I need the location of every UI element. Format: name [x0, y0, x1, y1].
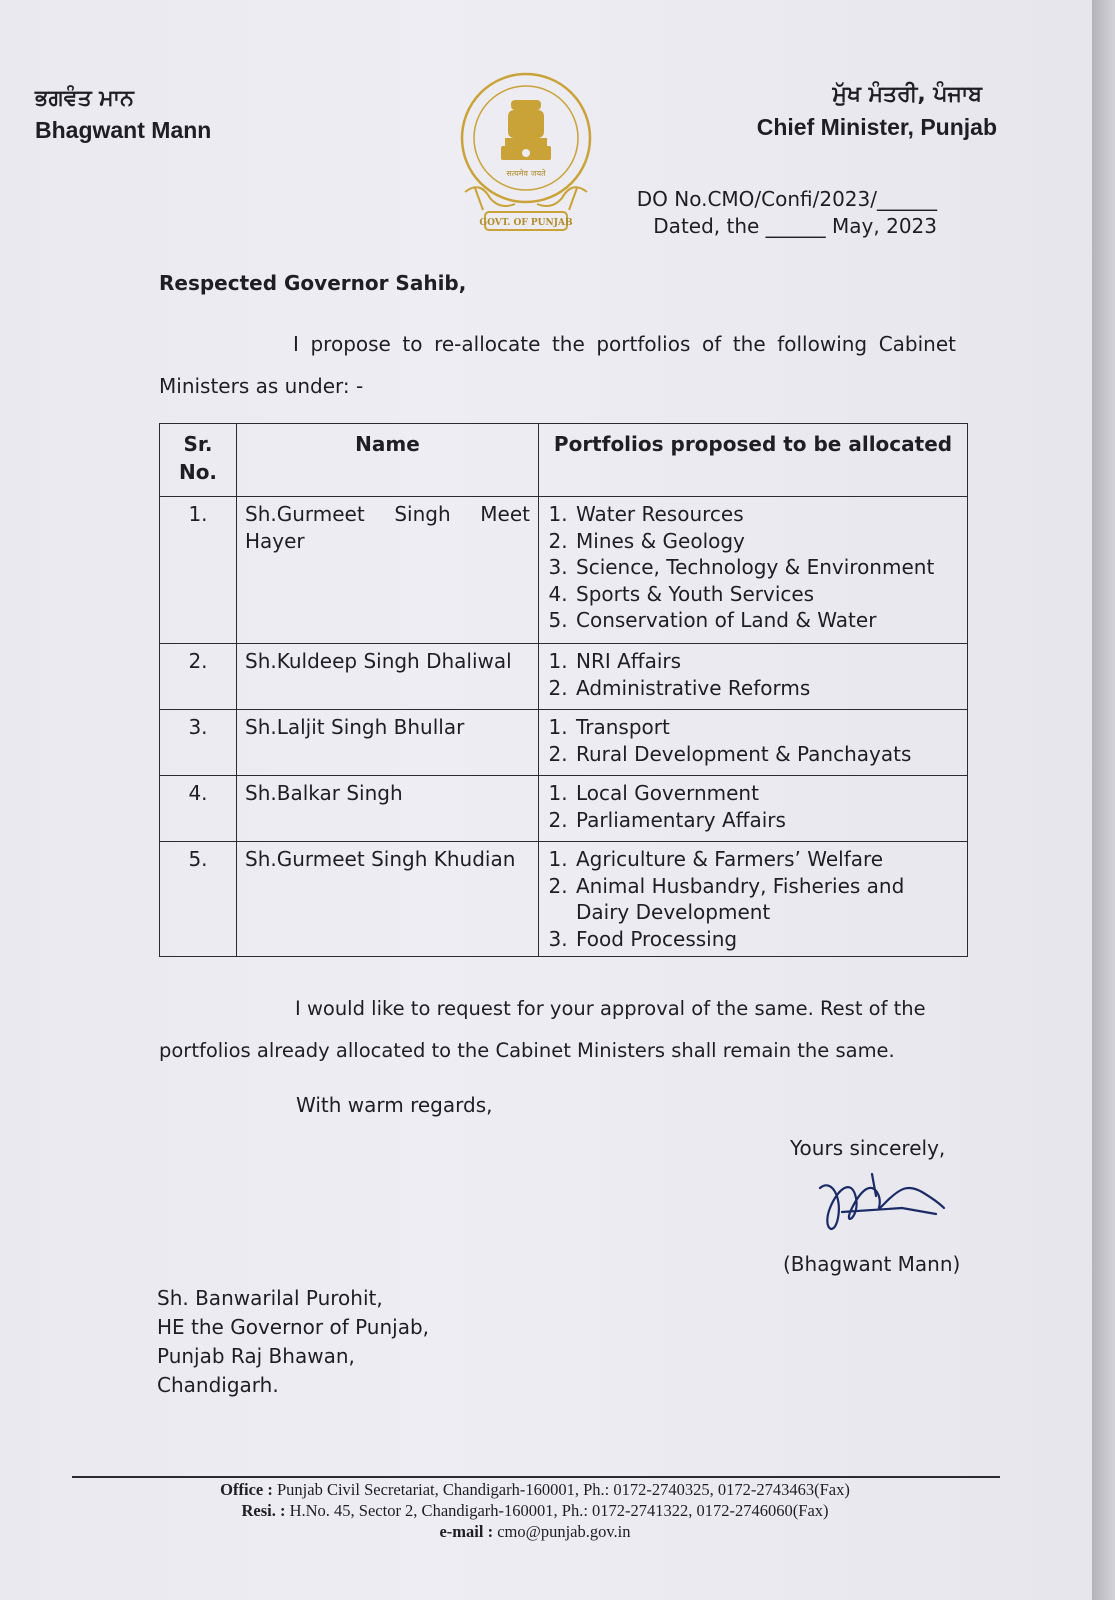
footer-email-label: e-mail : [439, 1522, 494, 1541]
portfolio-item: 1. Agriculture & Farmers’ Welfare [574, 846, 959, 873]
signatory: (Bhagwant Mann) [783, 1252, 961, 1276]
row-portfolios [539, 497, 968, 644]
table-row [160, 710, 968, 776]
footer-office: Punjab Civil Secretariat, Chandigarh-160001, Ph.: 0172-2740325, 0172-2743463(Fax) [276, 1480, 850, 1499]
regards: With warm regards, [296, 1093, 493, 1117]
row-sr: 2. [160, 644, 237, 710]
footer-resi: H.No. 45, Sector 2, Chandigarh-160001, Ph.: 0172-2741322, 0172-2746060(Fax) [289, 1501, 829, 1520]
portfolio-item: 2. Mines & Geology [574, 528, 959, 555]
row-name: Sh.Gurmeet Singh Khudian [237, 842, 539, 957]
table-row [160, 644, 968, 710]
addressee-line: Punjab Raj Bhawan, [157, 1344, 355, 1368]
table-row [160, 776, 968, 842]
table-row [160, 497, 968, 644]
intro-paragraph [159, 323, 956, 407]
closing: Yours sincerely, [790, 1136, 946, 1160]
addressee-line: HE the Governor of Punjab, [157, 1315, 430, 1339]
portfolio-item: 1. Water Resources [574, 501, 959, 528]
footer-resi-label: Resi. : [241, 1501, 286, 1520]
portfolio-item: 3. Food Processing [574, 926, 959, 953]
portfolio-item: 4. Sports & Youth Services [574, 581, 959, 608]
request-line-2: portfolios already allocated to the Cabinet Ministers shall remain the same. [159, 1039, 895, 1062]
emblem-motto: सत्यमेव जयते [506, 169, 546, 178]
emblem-caption: GOVT. OF PUNJAB [479, 218, 573, 228]
portfolio-item: 2. Rural Development & Panchayats [574, 741, 959, 768]
row-portfolios [539, 644, 968, 710]
designation: Chief Minister, Punjab [756, 114, 997, 140]
portfolio-item: 1. NRI Affairs [574, 648, 959, 675]
row-name: Sh.Kuldeep Singh Dhaliwal [237, 644, 539, 710]
portfolio-item: 1. Local Government [574, 780, 959, 807]
row-sr: 4. [160, 776, 237, 842]
portfolio-item: 2. Administrative Reforms [574, 675, 959, 702]
portfolio-table [159, 423, 968, 957]
background-edge [1092, 0, 1115, 1600]
footer-email: cmo@punjab.gov.in [497, 1522, 631, 1541]
designation-punjabi: ਮੁੱਖ ਮੰਤਰੀ, ਪੰਜਾਬ [832, 82, 982, 107]
reference-block [637, 186, 937, 240]
header-sr-no: Sr. No. [160, 424, 237, 497]
signature-mark [812, 1168, 952, 1248]
row-name: Sh.Laljit Singh Bhullar [237, 710, 539, 776]
row-portfolios [539, 776, 968, 842]
header-portfolios: Portfolios proposed to be allocated [539, 424, 968, 497]
footer-office-label: Office : [220, 1480, 273, 1499]
row-sr: 5. [160, 842, 237, 957]
addressee-block [157, 1284, 429, 1400]
header-name: Name [237, 424, 539, 497]
intro-line-2: Ministers as under: - [159, 374, 364, 398]
row-portfolios [539, 710, 968, 776]
row-portfolios [539, 842, 968, 957]
do-number: DO No.CMO/Confi/2023/______ [636, 187, 937, 211]
portfolio-item: 3. Science, Technology & Environment [574, 554, 959, 581]
portfolio-item: 2. Parliamentary Affairs [574, 807, 959, 834]
addressee-line: Chandigarh. [157, 1373, 279, 1397]
row-sr: 1. [160, 497, 237, 644]
addressee-line: Sh. Banwarilal Purohit, [157, 1286, 383, 1310]
request-line-1: I would like to request for your approval of the same. Rest of the [295, 997, 926, 1020]
intro-line-1: I propose to re-allocate the portfolios of the following Cabinet [293, 332, 956, 356]
request-paragraph [159, 988, 959, 1072]
table-row [160, 842, 968, 957]
dated-line: Dated, the ______ May, 2023 [653, 214, 937, 238]
salutation: Respected Governor Sahib, [159, 271, 467, 295]
footer-contact [70, 1479, 1000, 1542]
row-name: Sh.Balkar Singh [237, 776, 539, 842]
footer-rule [72, 1476, 1000, 1478]
portfolio-item: 5. Conservation of Land & Water [574, 607, 959, 634]
sender-name: Bhagwant Mann [35, 117, 212, 143]
state-emblem-seal [455, 70, 597, 242]
row-name: Sh.Gurmeet Singh Meet Hayer [237, 497, 539, 644]
sender-name-punjabi: ਭਗਵੰਤ ਮਾਨ [35, 86, 134, 111]
portfolio-item: 1. Transport [574, 714, 959, 741]
portfolio-item: 2. Animal Husbandry, Fisheries and Dairy Development [574, 873, 959, 926]
table-header-row [160, 424, 968, 497]
row-sr: 3. [160, 710, 237, 776]
